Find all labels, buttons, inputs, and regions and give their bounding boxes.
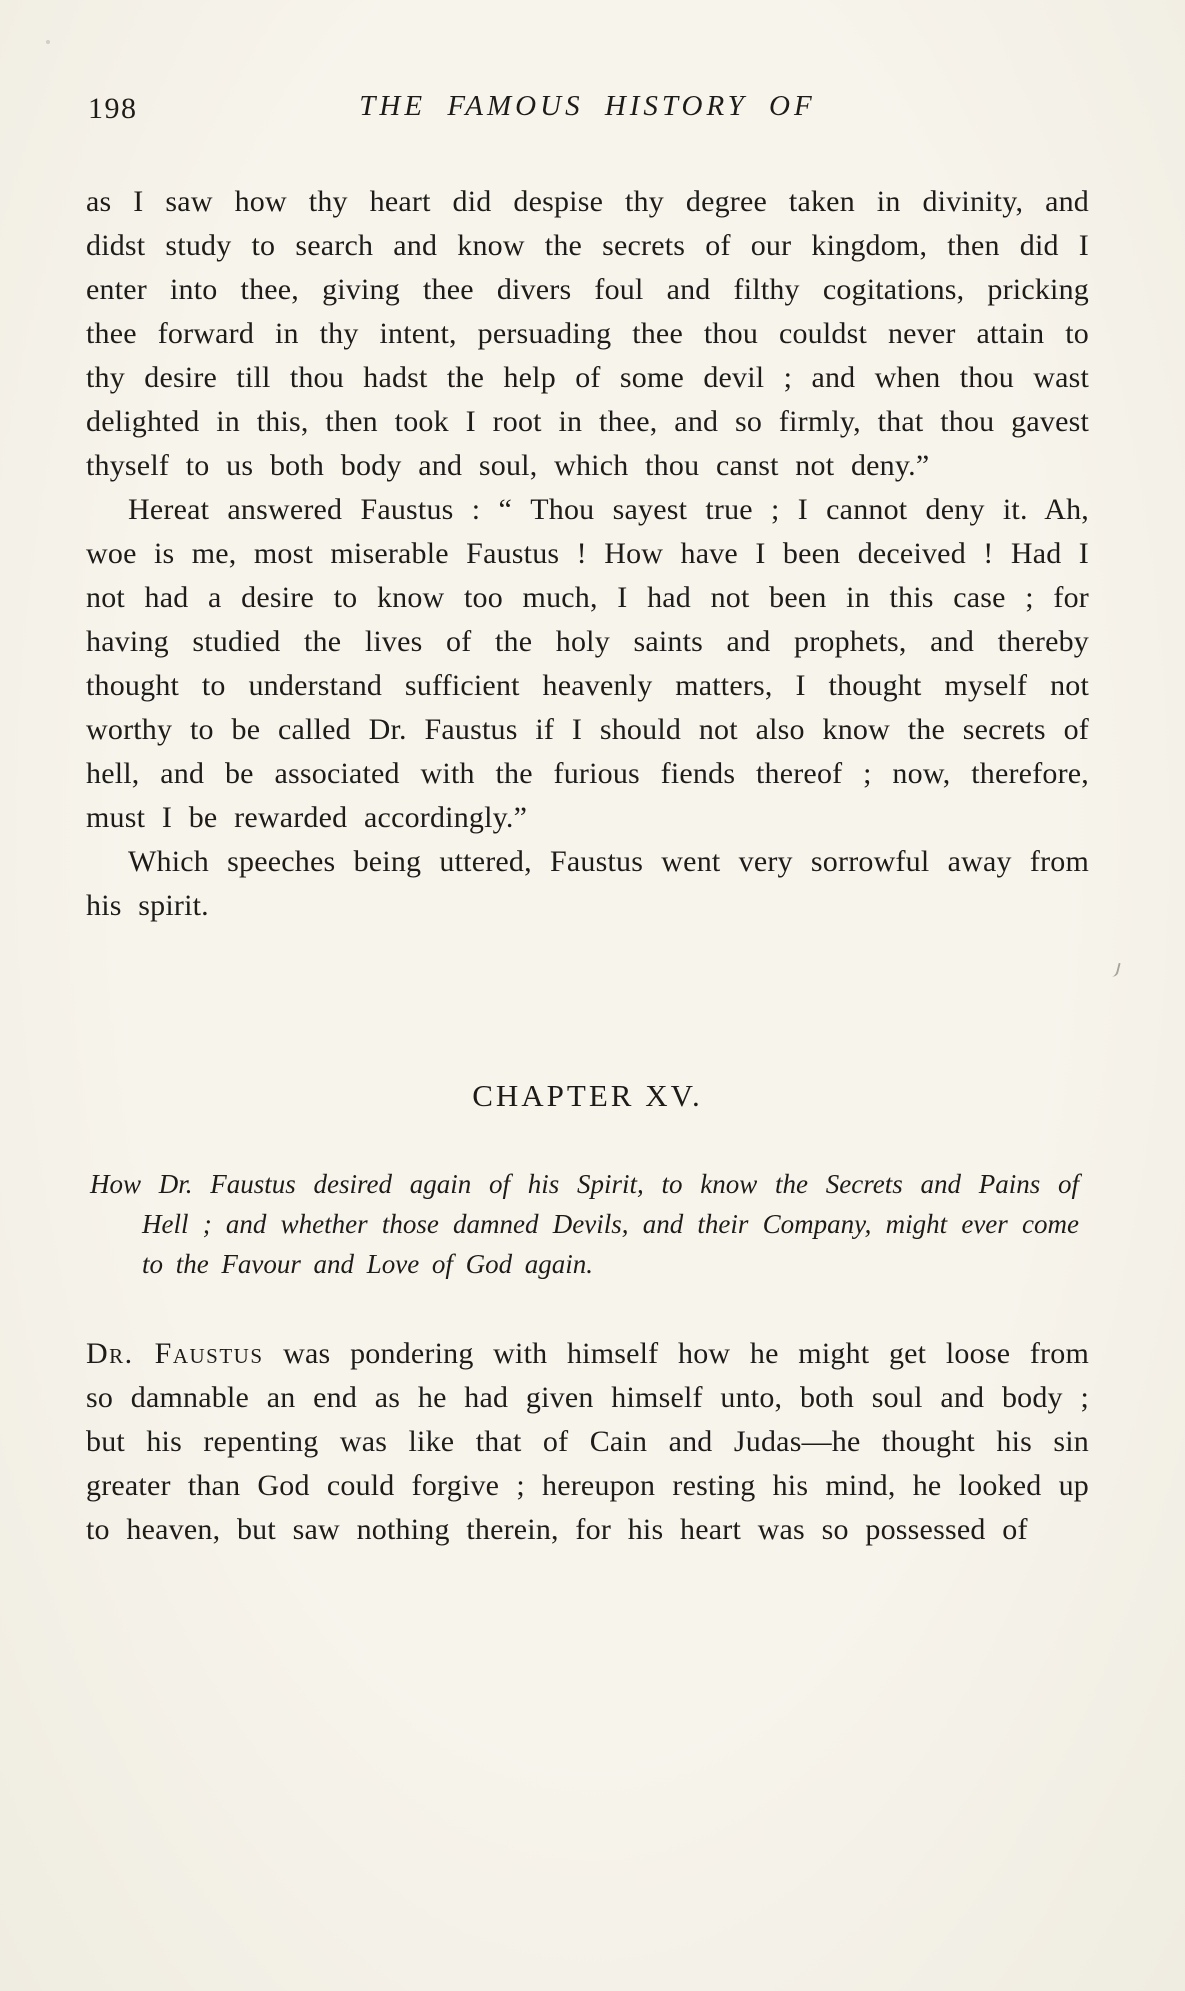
page-number: 198: [88, 92, 138, 125]
paragraph-continuation: as I saw how thy heart did despise thy degree taken in divinity, and didst study to search and know the secrets of our kingdom, then did I enter into thee, giving thee divers foul and filthy cogitations, pricking thee forward in thy intent, persuading thee thou couldst never attain to thy desire till thou hadst the help of some devil ; and when thou wast delighted in this, then took I root in thee, and so firmly, that thou gavest thyself to us both body and soul, which thou canst not deny.”: [86, 185, 1089, 482]
lead-in-small-caps: Dr. Faustus: [86, 1337, 264, 1370]
running-title: THE FAMOUS HISTORY OF: [359, 90, 816, 122]
paragraph: Hereat answered Faustus : “ Thou sayest true ; I cannot deny it. Ah, woe is me, most miserable Faustus ! How have I been deceived ! Had I not had a desire to know too much, I had not been in this case ; for having studied the lives of the holy saints and prophets, and thereby thought to understand sufficient heavenly matters, I thought myself not worthy to be called Dr. Faustus if I should not also know the secrets of hell, and be associated with the furious fiends thereof ; now, therefore, must I be rewarded accordingly.”: [86, 493, 1089, 834]
scan-artifact: [46, 40, 50, 44]
paragraph: Which speeches being uttered, Faustus went very sorrowful away from his spirit.: [86, 845, 1089, 922]
chapter-heading: CHAPTER XV.: [472, 1078, 703, 1113]
chapter-opening-paragraph: [86, 1332, 1089, 1552]
scan-artifact: [1108, 961, 1120, 978]
chapter-summary: How Dr. Faustus desired again of his Spirit, to know the Secrets and Pains of Hell ; and whether those damned Devils, and their Company, might ever come to the Favour and Love of God again.: [90, 1169, 1079, 1279]
chapter-opening-text: was pondering with himself how he might get loose from so damnable an end as he had given himself unto, both soul and body ; but his repenting was like that of Cain and Judas—he thought his sin greater than God could forgive ; hereupon resting his mind, he looked up to heaven, but saw nothing therein, for his heart was so possessed of: [86, 1337, 1089, 1546]
page-header: [86, 90, 1089, 132]
page-body: [86, 180, 1089, 928]
